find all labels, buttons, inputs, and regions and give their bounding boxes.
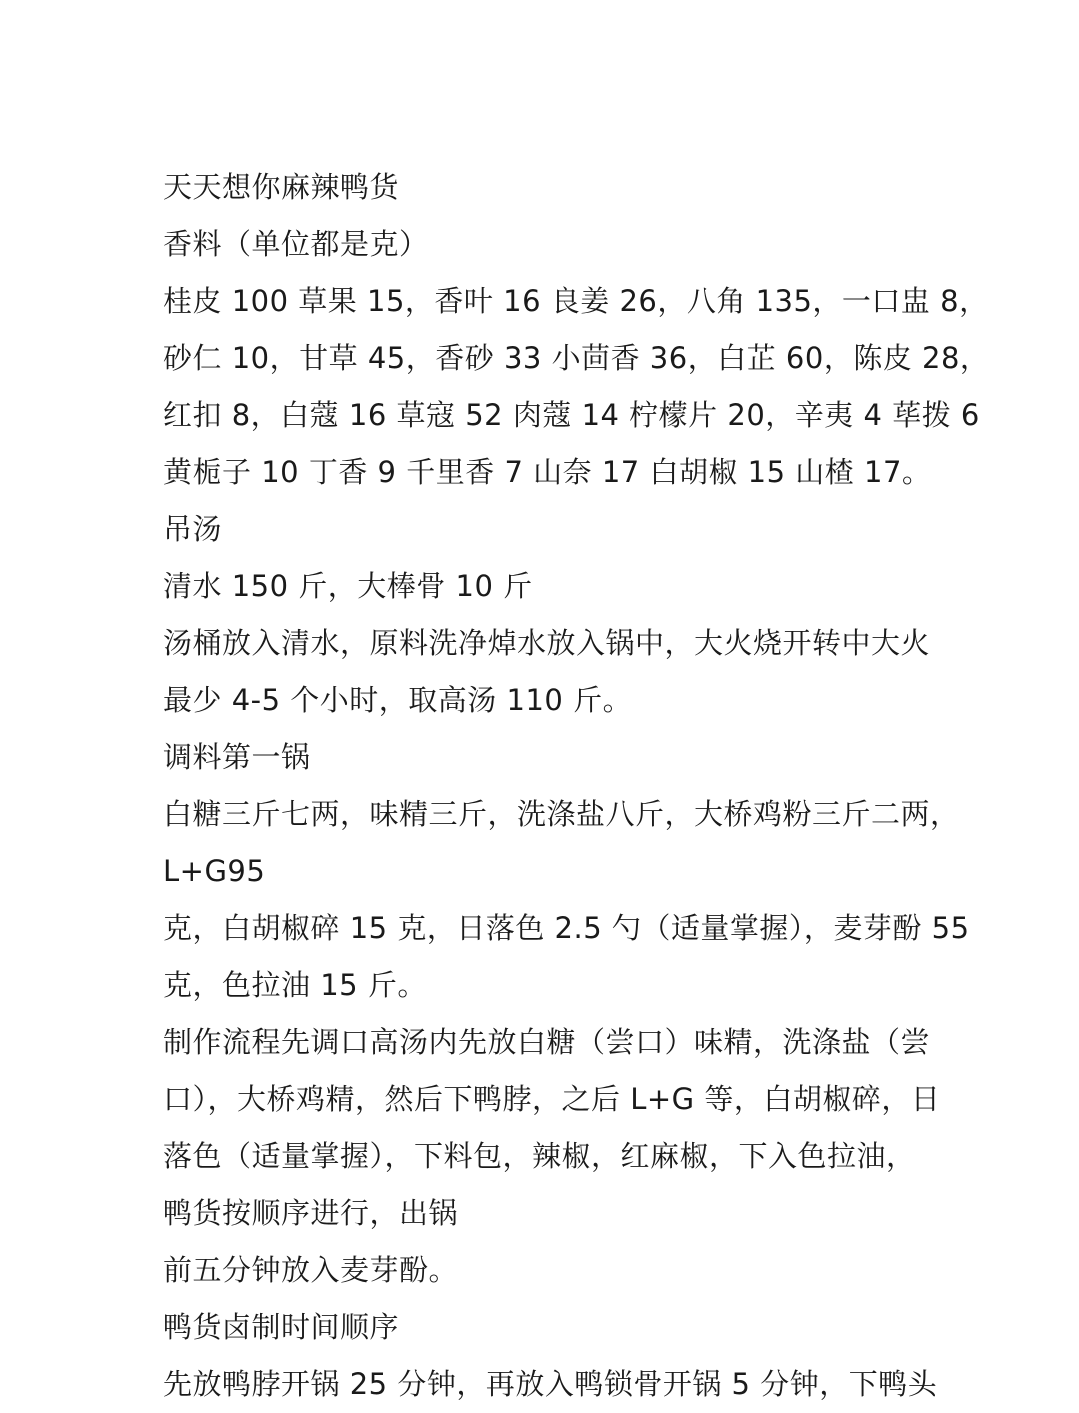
broth-ingredients: 清水 150 斤，大棒骨 10 斤 — [163, 569, 533, 603]
process-line: 口），大桥鸡精，然后下鸭脖，之后 L+G 等，白胡椒碎，日 — [163, 1082, 941, 1116]
timing-line: 先放鸭脖开锅 25 分钟，再放入鸭锁骨开锅 5 分钟，下鸭头 — [163, 1367, 938, 1401]
broth-heading: 吊汤 — [163, 512, 223, 546]
spice-list-line: 黄栀子 10 丁香 9 千里香 7 山奈 17 白胡椒 15 山楂 17。 — [163, 455, 932, 489]
spices-heading: 香料（单位都是克） — [163, 227, 429, 261]
process-line: 落色（适量掌握），下料包，辣椒，红麻椒，下入色拉油， — [163, 1139, 916, 1173]
process-line: 制作流程先调口高汤内先放白糖（尝口）味精，洗涤盐（尝 — [163, 1025, 931, 1059]
spice-list-line: 红扣 8，白蔻 16 草寇 52 肉蔻 14 柠檬片 20，辛夷 4 荜拨 6 — [163, 398, 980, 432]
recipe-title: 天天想你麻辣鸭货 — [163, 170, 400, 204]
seasoning-heading: 调料第一锅 — [163, 740, 311, 774]
timing-heading: 鸭货卤制时间顺序 — [163, 1310, 400, 1344]
seasoning-line: 克，色拉油 15 斤。 — [163, 968, 427, 1002]
spice-list-line: 砂仁 10，甘草 45，香砂 33 小茴香 36，白芷 60，陈皮 28， — [163, 341, 990, 375]
spice-list-line: 桂皮 100 草果 15，香叶 16 良姜 26，八角 135，一口盅 8， — [163, 284, 989, 318]
process-line: 前五分钟放入麦芽酚。 — [163, 1253, 459, 1287]
seasoning-line: 白糖三斤七两，味精三斤，洗涤盐八斤，大桥鸡粉三斤二两， — [163, 797, 960, 831]
broth-method-line: 汤桶放入清水，原料洗净焯水放入锅中，大火烧开转中大火 — [163, 626, 931, 660]
process-line: 鸭货按顺序进行，出锅 — [163, 1196, 459, 1230]
seasoning-line: 克，白胡椒碎 15 克，日落色 2.5 勺（适量掌握），麦芽酚 55 — [163, 911, 970, 945]
recipe-document — [163, 159, 990, 1413]
seasoning-line: L+G95 — [163, 854, 266, 888]
broth-method-line: 最少 4-5 个小时，取高汤 110 斤。 — [163, 683, 633, 717]
